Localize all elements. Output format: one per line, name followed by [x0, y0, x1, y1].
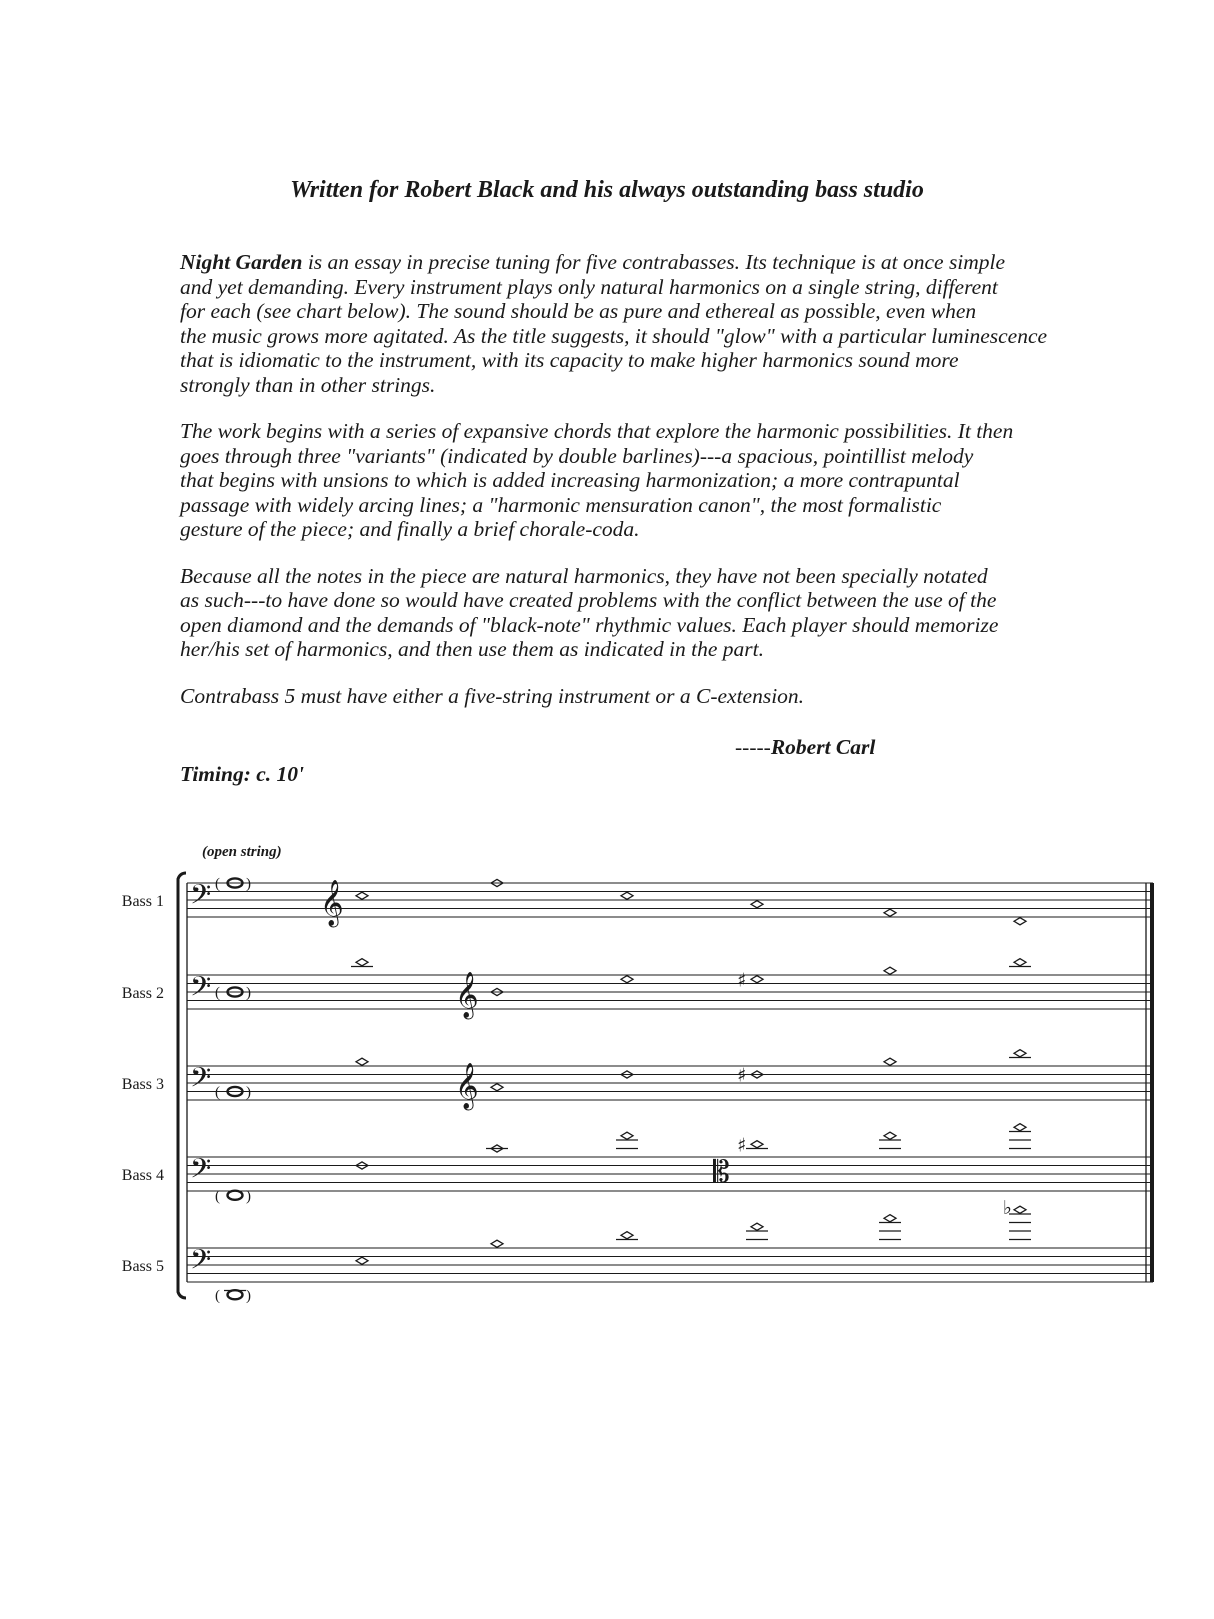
open-string-paren-left: ( — [215, 1188, 220, 1205]
open-string-whole-note — [228, 1191, 243, 1200]
staff-label-bass-1: Bass 1 — [121, 893, 164, 910]
paragraph-1-line-4: the music grows more agitated. As the title suggests, it should "glow" with a particular luminescence — [180, 323, 1048, 348]
harmonic-note — [356, 1058, 368, 1065]
paragraph-1-line-2: and yet demanding. Every instrument plays only natural harmonics on a single string, different — [180, 274, 998, 299]
staff-label-bass-4: Bass 4 — [121, 1167, 164, 1184]
open-string-whole-note — [228, 1290, 243, 1299]
paragraph-2-line-2: goes through three "variants" (indicated by double barlines)---a spacious, pointillist melody — [180, 443, 974, 468]
system-bracket — [178, 873, 186, 1298]
paragraph-2-line-4: passage with widely arcing lines; a "harmonic mensuration canon", the most formalistic — [180, 492, 942, 517]
paragraph-1-line-5: that is idiomatic to the instrument, with its capacity to make higher harmonics sound more — [180, 348, 959, 372]
open-string-paren-right: ) — [246, 985, 251, 1001]
harmonic-note — [491, 1240, 503, 1247]
open-string-paren-left: ( — [215, 876, 220, 892]
staff-label-bass-5: Bass 5 — [121, 1258, 164, 1275]
sharp-icon: ♯ — [737, 1134, 747, 1157]
work-title: Night Garden — [180, 250, 303, 274]
paragraph-2-line-3: that begins with unsions to which is added increasing harmonization; a more contrapuntal — [180, 468, 960, 492]
paragraph-1-line-6: strongly than in other strings. — [180, 372, 436, 397]
open-string-paren-right: ) — [246, 876, 251, 892]
paragraph-1-line-3: for each (see chart below). The sound should be as pure and ethereal as possible, even when — [180, 299, 977, 323]
bass-clef-icon: 𝄢 — [190, 878, 212, 917]
timing: Timing: c. 10' — [180, 762, 305, 786]
harmonic-note — [1014, 959, 1026, 966]
harmonic-note — [356, 892, 368, 899]
sharp-icon: ♯ — [737, 1064, 747, 1087]
sharp-icon: ♯ — [737, 969, 747, 992]
bass-clef-icon: 𝄢 — [190, 1152, 212, 1191]
treble-clef-icon: 𝄞 — [455, 972, 479, 1018]
open-string-paren-right: ) — [246, 1287, 251, 1304]
open-string-paren-right: ) — [246, 1084, 251, 1101]
harmonic-note — [621, 1232, 633, 1239]
paragraph-3-line-3: open diamond and the demands of "black-note" rhythmic values. Each player should memorize — [180, 612, 999, 637]
open-string-paren-left: ( — [215, 985, 220, 1001]
harmonic-note — [356, 959, 368, 966]
harmonic-note — [621, 892, 633, 899]
harmonic-note — [1014, 918, 1026, 925]
harmonic-note — [884, 1215, 896, 1222]
staff-label-bass-2: Bass 2 — [121, 985, 164, 1002]
harmonic-note — [1014, 1206, 1026, 1213]
harmonic-note — [751, 1223, 763, 1230]
paragraph-3-line-1: Because all the notes in the piece are natural harmonics, they have not been specially notated — [180, 563, 988, 588]
harmonic-note — [751, 976, 763, 983]
bass-clef-icon: 𝄢 — [190, 1243, 212, 1282]
composer-name: Robert Carl — [770, 735, 876, 759]
final-barline-thick — [1150, 883, 1154, 1282]
staff-label-bass-3: Bass 3 — [121, 1076, 164, 1093]
harmonic-note — [621, 976, 633, 983]
tenor-clef-icon: 𝄡 — [713, 1155, 730, 1190]
flat-icon: ♭ — [1003, 1196, 1012, 1219]
open-string-label: (open string) — [202, 844, 282, 860]
harmonic-note — [884, 1132, 896, 1139]
paragraph-2-line-1: The work begins with a series of expansive chords that explore the harmonic possibilities. It then — [180, 419, 1014, 443]
harmonic-note — [884, 909, 896, 916]
paragraph-3-line-2: as such---to have done so would have created problems with the conflict between the use of the — [180, 588, 997, 612]
open-string-paren-left: ( — [215, 1084, 220, 1101]
harmonic-note — [1014, 1050, 1026, 1057]
harmonic-note — [356, 1257, 368, 1264]
signature-dashes: ----- — [735, 735, 771, 759]
harmonic-note — [751, 901, 763, 908]
harmonic-note — [884, 967, 896, 974]
harmonic-note — [884, 1058, 896, 1065]
paragraph-2-line-5: gesture of the piece; and finally a brief chorale-coda. — [180, 517, 640, 541]
treble-clef-icon: 𝄞 — [455, 1063, 479, 1109]
treble-clef-icon: 𝄞 — [320, 880, 344, 926]
paragraph-1-line-1-text: is an essay in precise tuning for five contrabasses. Its technique is at once simple — [302, 250, 1006, 274]
open-string-paren-left: ( — [215, 1287, 220, 1304]
harmonic-note — [491, 1084, 503, 1091]
harmonic-note — [1014, 1124, 1026, 1131]
bass-clef-icon: 𝄢 — [190, 1061, 212, 1100]
harmonic-note — [751, 1141, 763, 1148]
paragraph-3-line-4: her/his set of harmonics, and then use them as indicated in the part. — [180, 637, 765, 661]
dedication: Written for Robert Black and his always outstanding bass studio — [290, 177, 924, 203]
bass-clef-icon: 𝄢 — [190, 970, 212, 1009]
paragraph-4-line-1: Contrabass 5 must have either a five-string instrument or a C-extension. — [180, 683, 805, 708]
open-string-paren-right: ) — [246, 1188, 251, 1205]
harmonic-note — [621, 1132, 633, 1139]
